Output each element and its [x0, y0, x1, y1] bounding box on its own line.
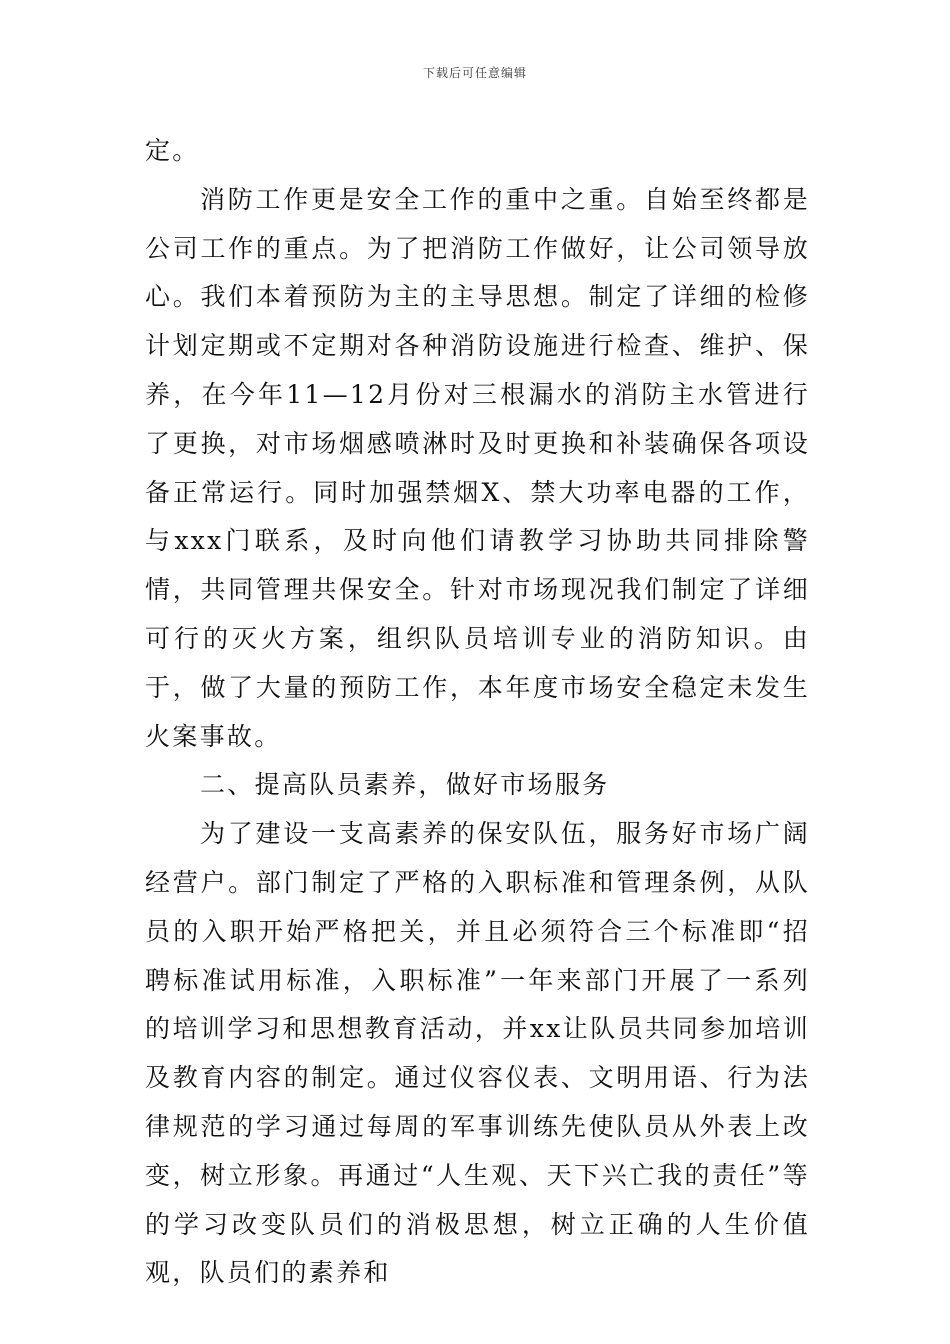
section-heading: 二、提高队员素养，做好市场服务 — [200, 770, 610, 800]
page-header: 下载后可任意编辑 — [422, 66, 527, 80]
document-body — [145, 127, 810, 1298]
paragraph-staff-quality: 为了建设一支高素养的保安队伍，服务好市场广阔经营户。部门制定了严格的入职标准和管理条例，从队员的入职开始严格把关，并且必须符合三个标准即“招聘标准试用标准，入职标准”一年来部门开展了一系列的培训学习和思想教育活动，并xx让队员共同参加培训及教育内容的制定。通过仪容仪表、文明用语、行为法律规范的学习通过每周的军事训练先使队员从外表上改变，树立形象。再通过“人生观、天下兴亡我的责任”等的学习改变队员们的消极思想，树立正确的人生价值观，队员们的素养和 — [145, 819, 810, 1288]
paragraph-fire-safety: 消防工作更是安全工作的重中之重。自始至终都是公司工作的重点。为了把消防工作做好，让公司领导放心。我们本着预防为主的主导思想。制定了详细的检修计划定期或不定期对各种消防设施进行检查、维护、保养，在今年11—12月份对三根漏水的消防主水管进行了更换，对市场烟感喷淋时及时更换和补装确保各项设备正常运行。同时加强禁烟X、禁大功率电器的工作，与xxx门联系，及时向他们请教学习协助共同排除警情，共同管理共保安全。针对市场现况我们制定了详细可行的灭火方案，组织队员培训专业的消防知识。由于，做了大量的预防工作，本年度市场安全稳定未发生火案事故。 — [145, 184, 810, 751]
paragraph-continuation: 定。 — [145, 136, 200, 165]
